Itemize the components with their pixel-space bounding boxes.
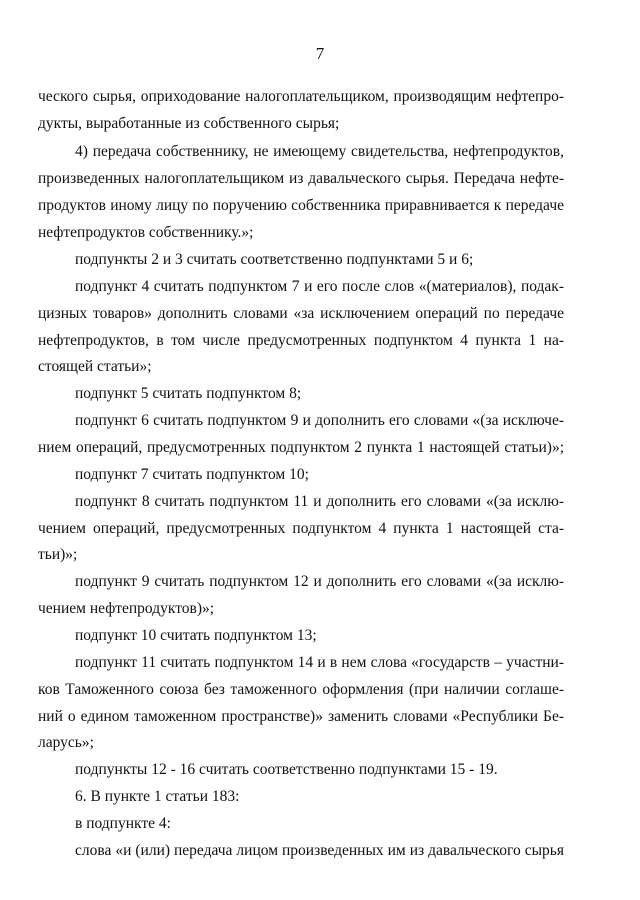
text-line: подпункты 2 и 3 считать соответственно подпунктами 5 и 6; <box>75 251 474 268</box>
text-line: подпункт 8 считать подпунктом 11 и дополнить его словами «(за исклю- <box>75 493 564 510</box>
text-line: подпункт 6 считать подпунктом 9 и дополнить его словами «(за исключе- <box>75 412 564 429</box>
text-line: ларусь»; <box>38 734 94 751</box>
text-line: 4) передача собственнику, не имеющему свидетельства, нефтепродуктов, <box>75 143 564 160</box>
text-line: продуктов иному лицу по поручению собственника приравнивается к передаче <box>38 197 564 214</box>
text-line: дукты, выработанные из собственного сырья; <box>38 115 340 132</box>
text-line: подпункт 10 считать подпунктом 13; <box>75 627 317 644</box>
text-line: ний о едином таможенном пространстве)» заменить словами «Республики Бе- <box>38 708 564 725</box>
text-line: подпункт 9 считать подпунктом 12 и дополнить его словами «(за исклю- <box>75 573 564 590</box>
text-line: слова «и (или) передача лицом произведенных им из давальческого сырья <box>75 842 564 859</box>
text-line: ческого сырья, оприходование налогоплательщиком, производящим нефтепро- <box>38 88 564 105</box>
text-line: произведенных налогоплательщиком из давальческого сырья. Передача нефте- <box>38 170 564 187</box>
text-line: чением операций, предусмотренных подпунктом 4 пункта 1 настоящей ста- <box>38 520 564 537</box>
text-line: нием операций, предусмотренных подпунктом 2 пункта 1 настоящей статьи)»; <box>38 439 564 456</box>
text-line: чением нефтепродуктов)»; <box>38 600 215 617</box>
text-line: ков Таможенного союза без таможенного оформления (при наличии соглаше- <box>38 681 564 698</box>
text-line: подпункт 5 считать подпунктом 8; <box>75 385 302 402</box>
text-line: нефтепродуктов собственнику.»; <box>38 224 254 241</box>
text-line: нефтепродуктов, в том числе предусмотренных подпунктом 4 пункта 1 на- <box>38 332 564 349</box>
text-line: подпункт 11 считать подпунктом 14 и в нем слова «государств – участни- <box>75 654 564 671</box>
text-line: подпункт 4 считать подпунктом 7 и его после слов «(материалов), подак- <box>75 278 564 295</box>
text-line: подпункты 12 - 16 считать соответственно подпунктами 15 - 19. <box>75 761 498 778</box>
text-line: подпункт 7 считать подпунктом 10; <box>75 466 309 483</box>
text-line: тьи)»; <box>38 546 78 563</box>
text-line: в подпункте 4: <box>75 815 171 832</box>
page-number: 7 <box>315 44 325 63</box>
text-line: цизных товаров» дополнить словами «за исключением операций по передаче <box>38 305 564 322</box>
text-line: стоящей статьи»; <box>38 358 152 375</box>
text-line: 6. В пункте 1 статьи 183: <box>75 788 240 805</box>
